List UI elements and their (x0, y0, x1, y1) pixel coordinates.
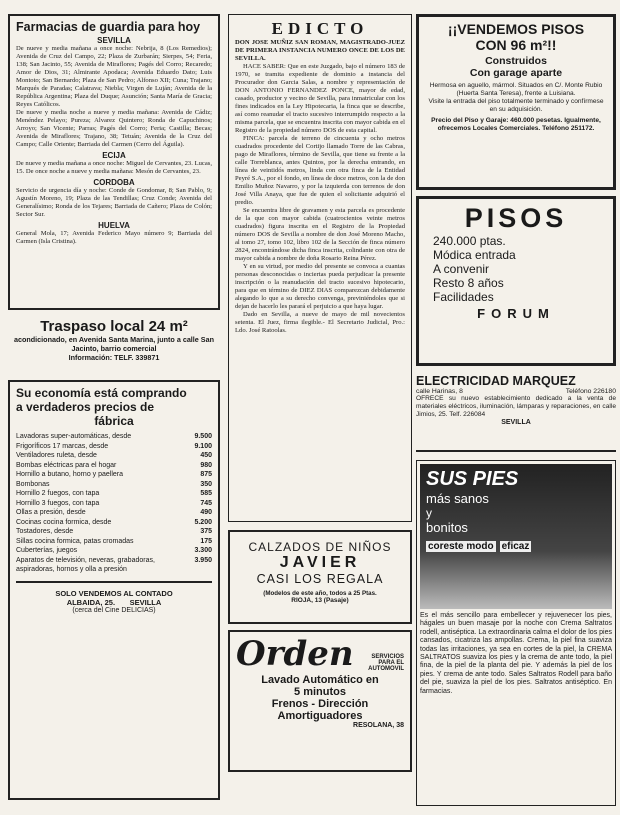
ecija-text: De nueve y media mañana a once noche: Miguel de Cervantes, 23. Lucas, 15. De once noche a nueve y media mañana: Mesón de Cervantes, 23. (16, 160, 212, 175)
price-item-value: 450 (200, 452, 212, 459)
price-row (16, 499, 212, 509)
farmacias-box (8, 14, 220, 310)
orden-address: RESOLANA, 38 (353, 722, 404, 729)
electricidad-phone: Teléfono 226180 (565, 388, 616, 395)
pisos-box (416, 196, 616, 366)
economia-title-3: fábrica (94, 414, 134, 428)
pies-headline-4: bonitos (426, 520, 468, 535)
pisos-title: PISOS (464, 203, 568, 233)
price-item-name: Tostadores, desde (16, 528, 74, 535)
price-row (16, 518, 212, 528)
electricidad-city: SEVILLA (501, 419, 531, 426)
price-item-name: Hornillo 2 fuegos, con tapa (16, 490, 100, 497)
price-item-value: 9.500 (194, 433, 212, 440)
price-row (16, 556, 212, 575)
electricidad-ad (416, 374, 616, 452)
economia-title-1: Su economía está comprando (16, 386, 187, 400)
vendemos-text-1: Hermosa en aguello, mármol. Situados en C/. Monte Rubio (Huerta Santa Teresa), frente a Luisiana. (429, 82, 603, 97)
price-row (16, 489, 212, 499)
pies-headline-6: eficaz (501, 541, 530, 552)
edicto-p2: FINCA: parcela de terreno de cincuenta y ocho metros cuadrados procedente del Cortijo llamado Torre de las Cabras, pago de Miraflores, término de Sevilla, que tiene su frente a la calle Torreblanca, antes Quintos, por la derecha entrando, en línea de veintidós metros, linda con otra finca de la Entidad Peyré S.A., por el fondo, en línea de doce metros, con la de don Emilio Muñoz Navarro, y por la izquierda con terrenos de don José Villa Anaya, que fue de quien el solicitante adquirió el predio. (235, 135, 405, 206)
price-item-name: Frigoríficos 17 marcas, desde (16, 442, 109, 450)
traspaso-ad (8, 318, 220, 374)
calzados-line2: JAVIER (279, 554, 361, 571)
price-item-name: Ventiladores ruleta, desde (16, 452, 97, 459)
pies-text: Es el más sencillo para embellecer y rejuvenecer los pies, hágales un buen masaje por la noche con Crema Saltratos rodell, antiséptica. La extraordinaria calma el dolor de los pies cansados, cicatriza las ampollas. Crema, la piel fina suaviza todas las irritaciones, ya sea en cortes de la piel, la CREMA SALTRATOS suaviza los pies y la crema de ante todo, la piel fina, de la piel de la planta del pie. Y además la piel de los pies. Y crema de ante todo. Sales Saltratos Rodell para baño del pie, suaviza la piel de los pies. Saltratos antiséptico. En farmacias. (420, 612, 612, 695)
price-item-name: Cuberterías, juegos (16, 547, 78, 554)
electricidad-title: ELECTRICIDAD MARQUEZ (416, 374, 576, 388)
edicto-header: DON JOSE MUÑIZ SAN ROMAN, MAGISTRADO-JUEZ DE PRIMERA INSTANCIA NUMERO ONCE DE LOS DE SEVILLA. (235, 39, 405, 62)
price-item-name: Hornillo 3 fuegos, con tapa (16, 499, 100, 507)
traspaso-info: Información: TELF. 339871 (68, 353, 160, 362)
orden-line-2: 5 minutos (294, 686, 346, 698)
traspaso-text: acondicionado, en Avenida Santa Marina, junto a calle San Jacinto, barrio comercial (14, 335, 214, 353)
calzados-line3: CASI LOS REGALA (256, 572, 384, 586)
cordoba-text: Servicio de urgencia día y noche: Conde de Gondomar, 8; San Pablo, 9; Agustín Moreno, 19; Plaza de las Tendillas; Cruz Conde; Avenida del Generalísimo; Ronda de los Tejares; Barriada de Cañero; Plaza de Colón; Sector Sur. (16, 187, 212, 218)
price-item-value: 175 (200, 537, 212, 545)
price-item-name: Ollas a presión, desde (16, 509, 86, 516)
orden-line-3: Frenos - Dirección (271, 698, 369, 710)
vendemos-title-2: CON 96 m²!! (475, 37, 557, 53)
price-item-value: 9.100 (194, 442, 212, 450)
calzados-ad (228, 530, 412, 624)
pies-headline-5: coreste modo (428, 541, 494, 552)
economia-footer-2: ALBAIDA, 25. SEVILLA (66, 597, 162, 607)
cordoba-heading: CORDOBA (93, 178, 135, 187)
price-item-value: 745 (200, 499, 212, 507)
vendemos-box (416, 14, 616, 190)
edicto-p5: Dado en Sevilla, a nueve de mayo de mil novecientos setenta. El Juez, firma ilegible.- El Secretario Judicial, Pro.: Ldo. José Ratoolas. (235, 311, 405, 334)
pisos-line-3: A convenir (433, 262, 490, 276)
price-item-value: 980 (200, 461, 212, 469)
price-item-name: Cocinas cocina formica, desde (16, 518, 112, 526)
pies-photo-banner (420, 464, 612, 609)
price-item-name: Bombas eléctricas para el hogar (16, 461, 117, 469)
column-left (8, 14, 220, 800)
calzados-line4: (Modelos de este año, todos a 25 Ptas. (263, 590, 377, 597)
orden-tag-1: SERVICIOS (371, 654, 404, 660)
price-row (16, 461, 212, 471)
traspaso-title: Traspaso local 24 m² (40, 318, 188, 335)
price-row (16, 527, 212, 537)
pies-headline-1: SUS PIES (426, 468, 519, 490)
price-row (16, 480, 212, 490)
orden-ad (228, 630, 412, 772)
divider (16, 581, 212, 583)
pisos-line-1: 240.000 ptas. (433, 234, 506, 248)
price-item-name: Sillas cocina formica, patas cromadas (16, 537, 134, 545)
orden-line-1: Lavado Automático en (261, 674, 379, 686)
vendemos-title-1: ¡¡VENDEMOS PISOS (447, 21, 585, 37)
price-row (16, 546, 212, 556)
edicto-p4: Y en su virtud, por medio del presente se convoca a cuantas personas desconocidas o inciertas pueda perjudicar la presente inscripción o la reanudación del tracto sucesivo hipotecario, para que en término de DIEZ DIAS comparezcan debidamente alegando lo que a su derecho convenga, previniéndoles que si dejan de hacerlo les parará el perjuicio a que haya lugar. (235, 263, 405, 310)
pisos-brand: FORUM (477, 306, 555, 321)
economia-title-2: a verdaderos precios de (16, 400, 155, 414)
pies-headline-2: más sanos (426, 491, 489, 506)
farmacias-title: Farmacias de guardia para hoy (16, 20, 201, 34)
pisos-line-4: Resto 8 años (433, 276, 504, 290)
edicto-title: EDICTO (271, 19, 369, 38)
economia-footer-3: (cerca del Cine DELICIAS) (72, 606, 156, 614)
vendemos-text-2: Visite la entrada del piso totalmente terminado y confírmese en su adquisición. (428, 98, 604, 113)
price-row (16, 470, 212, 480)
huelva-text: General Mola, 17; Avenida Federico Mayo número 9; Barriada del Carmen (Isla Cristina). (16, 230, 212, 245)
edicto-box (228, 14, 412, 522)
column-middle (228, 14, 412, 772)
price-item-value: 875 (200, 471, 212, 478)
price-row (16, 451, 212, 461)
orden-line-4: Amortiguadores (277, 710, 363, 722)
price-row (16, 508, 212, 518)
vendemos-text-3: Precio del Piso y Garaje: 460.000 pesetas. Igualmente, ofrecemos Locales Comerciales. Teléfono 251172. (431, 117, 601, 132)
price-row (16, 432, 212, 442)
vendemos-sub-2: Con garage aparte (469, 67, 563, 79)
price-item-value: 585 (200, 490, 212, 497)
price-item-name: Hornillo a butano, horno y paellera (16, 471, 124, 478)
price-row (16, 442, 212, 452)
sevilla-heading: SEVILLA (97, 36, 131, 45)
price-item-value: 375 (200, 528, 212, 535)
orden-tag-2: PARA EL AUTOMOVIL (368, 660, 404, 672)
price-item-name: Lavadoras super-automáticas, desde (16, 433, 132, 440)
huelva-heading: HUELVA (98, 221, 130, 230)
column-right (416, 14, 616, 806)
price-item-name: Aparatos de televisión, neveras, grabadoras, aspiradoras, hornos y olla a presión (16, 556, 155, 573)
pies-ad (416, 460, 616, 806)
economia-footer-1: SOLO VENDEMOS AL CONTADO (55, 588, 173, 598)
price-row (16, 537, 212, 547)
price-item-value: 3.950 (194, 556, 212, 564)
calzados-line5: RIOJA, 13 (Pasaje) (291, 597, 349, 604)
edicto-p3: Se encuentra libre de gravamen y esta parcela es procedente de la que con mayor cabida (cuatrocientos veinte metros cuadrados) figura inscrita en el Registro de la Propiedad número DOS de Sevilla a nombre de don José Moreno Macho, al tomo 27, tomo 102, libro 102 de la Sección de finca número 2824, encontrándose dicha finca inscrita, colindante con otra de mayor cabida a nombre de doña Rosario Reina Pérez. (235, 207, 405, 262)
calzados-line1: CALZADOS DE NIÑOS (248, 540, 392, 554)
orden-logo: Orden (236, 634, 354, 674)
price-item-name: Bombonas (16, 480, 50, 488)
pisos-line-2: Módica entrada (433, 248, 516, 262)
sevilla-text-night: De nueve y media noche a nueve y media mañana: Avenida de Cádiz; Menéndez Pelayo; Pureza; Alvarez Quintero; Ronda de Capuchinos; Arroyo; San Vicente; Parras; Pagés del Corro; Feria; Castilla; Becas; Avenida de Miraflores; Trajano, 38; Tetuán; Avenida de la Cruz del Campo; Calle Oriente; Barriada del Carmen (Cerro del Águila). (16, 109, 212, 148)
sevilla-text: De nueve y media mañana a once noche: Nebrija, 8 (Los Remedios); Avenida de Cruz del Campo, 22; Plaza de Zurbarán; Sierpes, 54; Feria, 138; San Jacinto, 55; Avenida de Miraflores; Pagés del Corro; Recaredo; Amor de Dios, 31; Almirante Apodaca; Avenida Eduardo Dato; Luis Montoto; San Bernardo; Plaza de San Pedro; Alfonso XII; Cuna; Trajano; Marqués de Paradas; Calatrava; Niebla; Virgen de Luján; Avenida de la República Argentina; Plaza del Duque; Asunción; Santa María de Gracia; Reyes Católicos. (16, 45, 212, 108)
electricidad-address: calle Harinas, 8 (416, 388, 463, 395)
price-list (16, 432, 212, 575)
pies-headline-3: y (426, 506, 432, 520)
price-item-value: 3.300 (194, 547, 212, 554)
economia-box (8, 380, 220, 800)
edicto-p1: HACE SABER: Que en este Juzgado, bajo el número 183 de 1970, se tramita expediente de dominio a instancia del Procurador don Garcia Salas, a nombre y representación de DON ANTONIO FERNANDEZ PONCE, mayor de edad, casado, productor y vecino de Sevilla, para inmatricular con los fines indicados en la Ley Hipotecaria, la finca que se describe, así como reanudar el tracto sucesivo interrumpido respecto a la misma parcela, que se encuentra inscrita con mayor cabida en el Registro de la propiedad número DOS de esta capital. (235, 63, 405, 134)
price-item-value: 490 (200, 509, 212, 516)
pisos-line-5: Facilidades (433, 290, 494, 304)
price-item-value: 350 (200, 480, 212, 488)
price-item-value: 5.200 (194, 518, 212, 526)
electricidad-text: OFRECE su nuevo establecimiento dedicado a la venta de materiales eléctricos, iluminación, lámparas y reparaciones, en calle Jimios, 25. Telf. 226084 (416, 395, 616, 418)
vendemos-sub-1: Construidos (485, 55, 547, 67)
ecija-heading: ECIJA (102, 151, 126, 160)
